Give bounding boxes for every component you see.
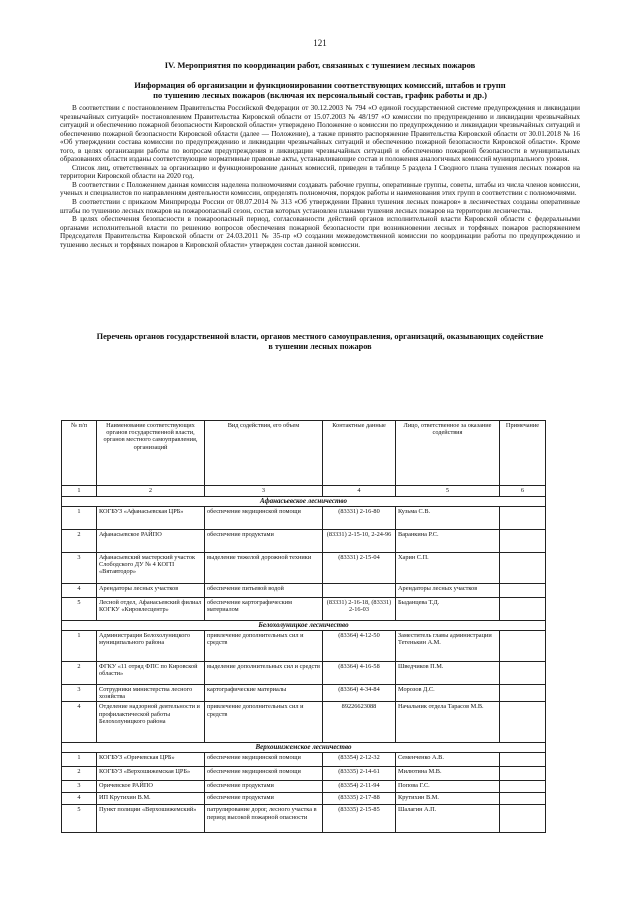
list-title (40, 332, 600, 352)
org-name: Афанасьевский мастерский участок Слободского ДУ № 4 КОГП «Вятавтодор» (97, 553, 205, 584)
col-number: 6 (500, 486, 546, 497)
forestry-name: Афанасьевское лесничество (62, 497, 546, 507)
header-help: Вид содействия, его объем (205, 421, 323, 486)
contact-info: (83354) 2-11-94 (323, 781, 396, 793)
assistance-type: обеспечение медицинской помощи (205, 507, 323, 530)
table-row (62, 753, 546, 767)
assistance-type: обеспечение картографическим материалом (205, 598, 323, 621)
table-header-row (62, 421, 546, 486)
forestry-name: Белохолуницкое лесничество (62, 621, 546, 631)
responsible-person: Начальник отдела Тарасов М.В. (396, 702, 500, 743)
contact-info: 89226623088 (323, 702, 396, 743)
org-name: Афанасьевское РАЙПО (97, 530, 205, 553)
note (500, 753, 546, 767)
group-header-row (62, 497, 546, 507)
row-number: 5 (62, 598, 97, 621)
assistance-type: выделение тяжелой дорожной техники (205, 553, 323, 584)
header-contacts: Контактные данные (323, 421, 396, 486)
note (500, 553, 546, 584)
note (500, 631, 546, 662)
contact-info: (83364) 4-34-84 (323, 685, 396, 702)
row-number: 2 (62, 767, 97, 781)
table-row (62, 702, 546, 743)
forestry-name: Верхошижемское лесничество (62, 743, 546, 753)
info-title-line-1: Информация об организации и функционировании соответствующих комиссий, штабов и групп (134, 80, 506, 90)
header-note: Примечание (500, 421, 546, 486)
row-number: 1 (62, 631, 97, 662)
row-number: 5 (62, 805, 97, 833)
responsible-person: Арендаторы лесных участков (396, 584, 500, 598)
assistance-type: обеспечение медицинской помощи (205, 753, 323, 767)
responsible-person: Крутихин В.М. (396, 793, 500, 805)
assistance-type: патрулирование дорог, лесного участка в период высокой пожарной опасности (205, 805, 323, 833)
section-title: IV. Мероприятия по координации работ, связанных с тушением лесных пожаров (164, 60, 476, 70)
row-number: 1 (62, 507, 97, 530)
row-number: 4 (62, 702, 97, 743)
contact-info: (83331) 2-16-80 (323, 507, 396, 530)
row-number: 4 (62, 793, 97, 805)
assistance-type: обеспечение продуктами (205, 793, 323, 805)
assistance-type: картографические материалы (205, 685, 323, 702)
table-row (62, 685, 546, 702)
org-name: Отделение надзорной деятельности и профилактической работы Белохолуницкого района (97, 702, 205, 743)
responsible-person: Милютина М.В. (396, 767, 500, 781)
table-row (62, 598, 546, 621)
header-num: № п/п (62, 421, 97, 486)
table-row (62, 805, 546, 833)
note (500, 702, 546, 743)
responsible-person: Попова Г.С. (396, 781, 500, 793)
note (500, 584, 546, 598)
paragraph: В соответствии с приказом Минприроды России от 08.07.2014 № 313 «Об утверждении Правил тушения лесных пожаров» в лесничествах созданы оперативные штабы по тушению лесных пожаров на пожароопасный сезон, состав которых установлен планами тушения лесных пожаров на территории лесничества. (60, 198, 580, 215)
responsible-person: Заместитель главы администрации Тетенькин А.М. (396, 631, 500, 662)
org-name: ФГКУ «11 отряд ФПС по Кировской области» (97, 662, 205, 685)
responsible-person: Семенченко А.В. (396, 753, 500, 767)
responsible-person: Кузьма С.В. (396, 507, 500, 530)
responsible-person: Быданцева Т.Д. (396, 598, 500, 621)
group-header-row (62, 621, 546, 631)
note (500, 781, 546, 793)
assistance-type: обеспечение медицинской помощи (205, 767, 323, 781)
contact-info (323, 584, 396, 598)
body-text (60, 104, 580, 249)
col-number: 2 (97, 486, 205, 497)
note (500, 767, 546, 781)
row-number: 3 (62, 781, 97, 793)
row-number: 2 (62, 530, 97, 553)
info-title-line-2: по тушению лесных пожаров (включая их персональный состав, график работы и др.) (153, 90, 487, 100)
org-name: Лесной отдел, Афанасьевский филиал КОГКУ «Кировлесцентр» (97, 598, 205, 621)
row-number: 4 (62, 584, 97, 598)
note (500, 805, 546, 833)
table-row (62, 507, 546, 530)
note (500, 793, 546, 805)
col-number: 1 (62, 486, 97, 497)
contact-info: (83335) 2-15-85 (323, 805, 396, 833)
org-name: Пункт полиции «Верхошижемский» (97, 805, 205, 833)
table-row (62, 553, 546, 584)
assistance-type: привлечение дополнительных сил и средств (205, 702, 323, 743)
paragraph: Список лиц, ответственных за организацию и функционирование данных комиссий, приведен в таблице 5 раздела I Сводного плана тушения лесных пожаров на территории Кировской области на 2020 год. (60, 163, 580, 181)
contact-info: (83354) 2-12-32 (323, 753, 396, 767)
table-row (62, 793, 546, 805)
row-number: 3 (62, 685, 97, 702)
paragraph: В соответствии с постановлением Правительства Российской Федерации от 30.12.2003 № 794 «О единой государственной системе предупреждения и ликвидации чрезвычайных ситуаций» постановлением Правительства Кировской области от 15.07.2003 № 48/197 «О комиссии по предупреждению и ликвидации чрезвычайных ситуаций и обеспечению пожарной безопасности Кировской области» утверждено Положение о комиссии по предупреждению и ликвидации чрезвычайных ситуаций и обеспечению пожарной безопасности Кировской области (далее — Положение), а также принято распоряжение Правительства Кировской области от 30.01.2018 № 16 «Об утверждении состава комиссии по предупреждению и ликвидации чрезвычайных ситуаций и обеспечению пожарной безопасности Кировской области». Кроме того, в целях организации работы по вопросам предупреждения и ликвидации чрезвычайных ситуаций и обеспечению пожарной безопасности в муниципальных образованиях области изданы соответствующие нормативные правовые акты, устанавливающие состав и положения аналогичных комиссий муниципального уровня. (60, 104, 580, 164)
assistance-type: обеспечение питьевой водой (205, 584, 323, 598)
contact-info: (83364) 4-16-58 (323, 662, 396, 685)
info-title (40, 80, 600, 100)
org-name: Администрация Белохолуницкого муниципального района (97, 631, 205, 662)
table-row (62, 662, 546, 685)
contact-info: (83331) 2-15-04 (323, 553, 396, 584)
note (500, 507, 546, 530)
org-name: КОГБУЗ «Афанасьевская ЦРБ» (97, 507, 205, 530)
table-row (62, 584, 546, 598)
list-title-line-2: в тушении лесных пожаров (268, 342, 372, 351)
assistance-type: обеспечение продуктами (205, 781, 323, 793)
table-row (62, 631, 546, 662)
group-header-row (62, 743, 546, 753)
row-number: 3 (62, 553, 97, 584)
org-name: Сотрудники министерства лесного хозяйства (97, 685, 205, 702)
row-number: 1 (62, 753, 97, 767)
org-name: Арендаторы лесных участков (97, 584, 205, 598)
responsible-person: Морозов Д.С. (396, 685, 500, 702)
table-row (62, 767, 546, 781)
header-person: Лицо, ответственное за оказание содействия (396, 421, 500, 486)
contact-info: (83331) 2-16-18, (83331) 2-16-03 (323, 598, 396, 621)
table-row (62, 781, 546, 793)
col-number: 5 (396, 486, 500, 497)
note (500, 598, 546, 621)
contact-info: (83335) 2-17-88 (323, 793, 396, 805)
contact-info: (83331) 2-15-10, 2-24-96 (323, 530, 396, 553)
col-number: 3 (205, 486, 323, 497)
header-org: Наименование соответствующих органов государственной власти, органов местного самоуправления, организаций (97, 421, 205, 486)
contact-info: (83364) 4-12-50 (323, 631, 396, 662)
responsible-person: Харин С.П. (396, 553, 500, 584)
contact-info: (83335) 2-14-61 (323, 767, 396, 781)
assistance-table (61, 420, 546, 833)
responsible-person: Шалагин А.П. (396, 805, 500, 833)
assistance-type: привлечение дополнительных сил и средств (205, 631, 323, 662)
list-title-line-1: Перечень органов государственной власти, органов местного самоуправления, организаций, оказывающих содействие (96, 332, 544, 341)
note (500, 530, 546, 553)
column-number-row (62, 486, 546, 497)
paragraph: В соответствии с Положением данная комиссия наделена полномочиями создавать рабочие группы, оперативные группы, советы, штабы из числа членов комиссии, ученых и специалистов по направлениям деятельности комиссии, определять полномочия, порядок работы и наименования этих групп в соответствии с полномочиями. (60, 180, 580, 198)
page-number: 121 (313, 38, 327, 48)
table-row (62, 530, 546, 553)
org-name: КОГБУЗ «Верхошижемская ЦРБ» (97, 767, 205, 781)
responsible-person: Варанкина Р.С. (396, 530, 500, 553)
responsible-person: Шведчиков П.М. (396, 662, 500, 685)
row-number: 2 (62, 662, 97, 685)
org-name: Оричевское РАЙПО (97, 781, 205, 793)
assistance-type: выделение дополнительных сил и средств (205, 662, 323, 685)
note (500, 685, 546, 702)
col-number: 4 (323, 486, 396, 497)
paragraph: В целях обеспечения безопасности в пожароопасный период, согласованности действий органов исполнительной власти Кировской области с федеральными органами исполнительной власти по решению вопросов обеспечения пожарной безопасности при возникновении лесных и торфяных пожаров распоряжением Председателя Правительства Кировской области от 24.03.2011 № 35-пр «О создании межведомственной комиссии по координации работы по предупреждению и тушению лесных и торфяных пожаров в Кировской области» утвержден состав данной комиссии. (60, 215, 580, 249)
assistance-type: обеспечение продуктами (205, 530, 323, 553)
org-name: КОГБУЗ «Оричевская ЦРБ» (97, 753, 205, 767)
org-name: ИП Крутихин В.М. (97, 793, 205, 805)
note (500, 662, 546, 685)
